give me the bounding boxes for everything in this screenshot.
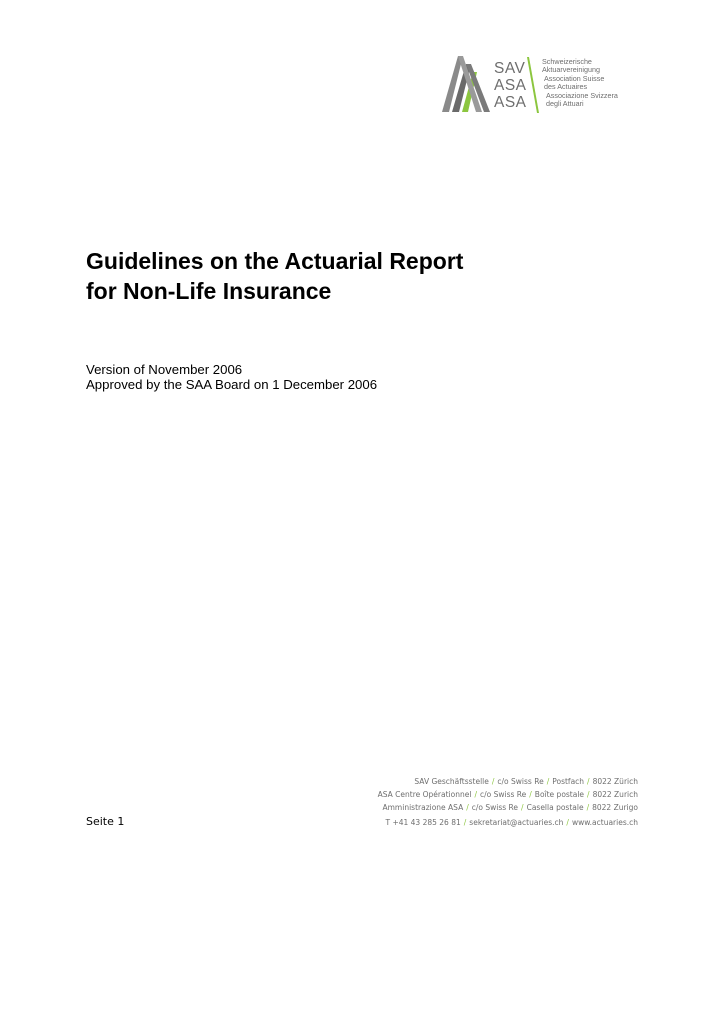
logo-association-names [542,58,618,108]
footer-contact [378,816,638,829]
page-number: Seite 1 [86,815,125,828]
logo-code-asa-it: ASA [494,94,527,111]
mountain-logo-icon [442,54,492,112]
document-approval: Approved by the SAA Board on 1 December 2006 [86,377,378,392]
footer-separator: / [546,777,550,786]
footer-phone: T +41 43 285 26 81 [385,818,461,827]
footer-separator: / [529,790,532,799]
logo-name-it-2: degli Attuari [546,99,584,109]
logo-name-de-2: Aktuarvereinigung [542,65,600,75]
footer-address-block [378,775,638,829]
document-version: Version of November 2006 [86,362,243,377]
footer-separator: / [466,803,469,812]
footer-separator: / [587,790,590,799]
footer-office: ASA Centre Opérationnel [377,790,472,799]
document-title-line-1: Guidelines on the Actuarial Report [86,248,464,274]
footer-separator: / [521,803,524,812]
document-title [86,246,463,306]
footer-postbox: Casella postale [526,803,584,812]
footer-separator: / [491,777,495,786]
logo-divider-icon [527,57,539,113]
footer-website-link[interactable]: www.actuaries.ch [571,818,638,827]
logo-code-asa-fr: ASA [494,77,527,94]
footer-office: SAV Geschäftsstelle [414,777,489,786]
footer-city: 8022 Zurich [592,790,638,799]
footer-separator: / [566,818,569,827]
footer-city: 8022 Zurigo [592,803,638,812]
document-meta [86,362,377,392]
logo-name-it-1: Associazione Svizzera [546,90,618,100]
footer-separator: / [586,803,590,812]
footer-city: 8022 Zürich [592,777,638,786]
logo-codes [494,60,527,111]
logo-name-fr-1: Association Suisse [544,73,605,83]
footer-postbox: Postfach [552,777,585,786]
document-title-line-2: for Non-Life Insurance [86,278,332,304]
footer-office: Amministrazione ASA [382,803,464,812]
footer-address-de [378,775,638,788]
footer-postbox: Boîte postale [534,790,585,799]
sav-asa-logo [442,54,632,114]
footer-care-of: c/o Swiss Re [471,803,519,812]
footer-care-of: c/o Swiss Re [497,777,544,786]
footer-separator: / [474,790,477,799]
logo-name-de-1: Schweizerische [542,57,592,66]
footer-address-fr [378,788,638,801]
footer-care-of: c/o Swiss Re [479,790,527,799]
footer-separator: / [463,818,467,827]
footer-separator: / [587,777,590,786]
logo-name-fr-2: des Actuaires [544,82,588,92]
logo-code-sav: SAV [494,60,526,77]
footer-email-link[interactable]: sekretariat@actuaries.ch [469,818,564,827]
footer-address-it [378,801,638,814]
